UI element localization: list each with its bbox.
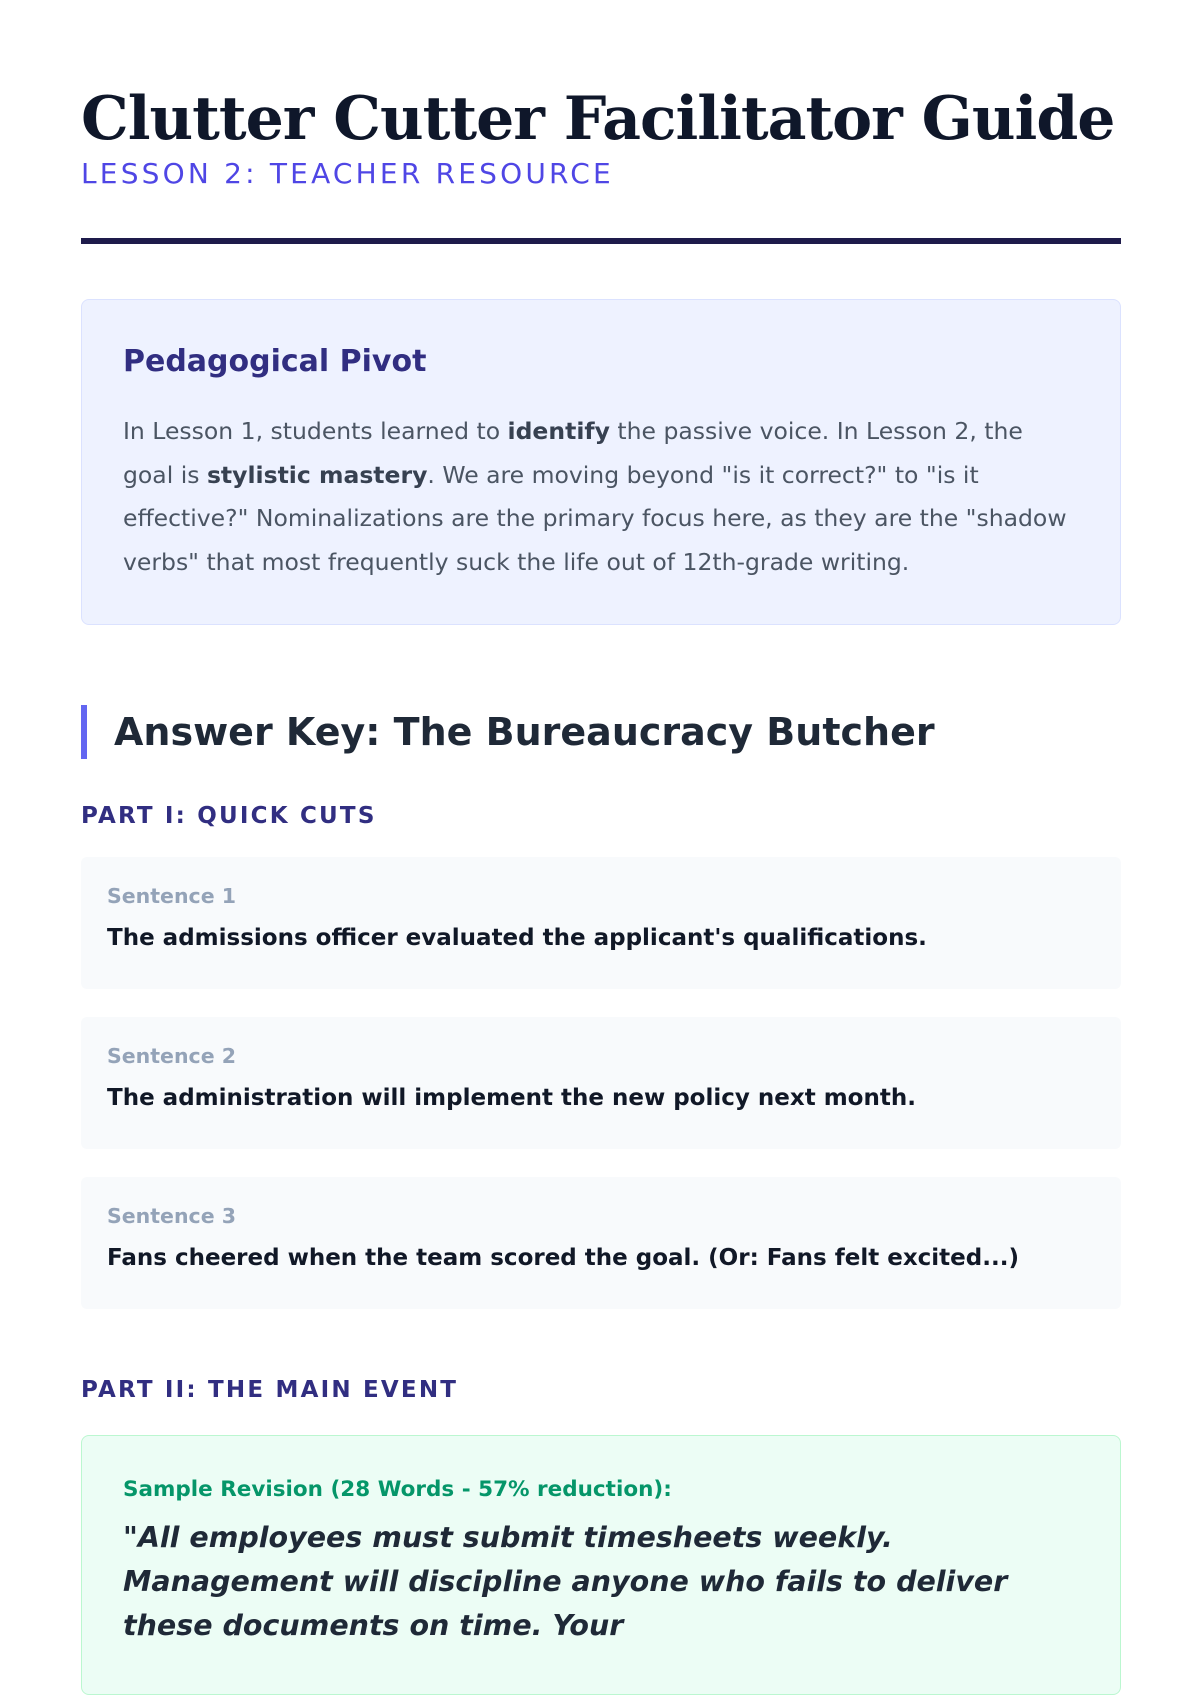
revision-text: "All employees must submit timesheets weekly. Management will discipline anyone who fails to deliver these documents on time. Your [123, 1521, 1008, 1642]
sentence-card-3 [81, 1177, 1121, 1309]
sentence-label: Sentence 2 [107, 1044, 237, 1068]
sentence-label: Sentence 3 [107, 1204, 237, 1228]
pivot-text-part-3: . We are moving beyond "is it correct?" to "is it effective?" Nominalizations are the primary focus here, as they are the "shadow verbs" that most frequently suck the life out of 12th-grade writing. [123, 460, 1067, 576]
sample-revision-box [81, 1435, 1121, 1695]
sentence-list [81, 857, 1119, 1309]
sentence-card-2 [81, 1017, 1121, 1149]
revision-label: Sample Revision (28 Words - 57% reduction): [123, 1477, 672, 1502]
sentence-answer: The admissions officer evaluated the applicant's qualifications. [107, 925, 927, 951]
pivot-text-part-2: the passive voice. In Lesson 2, the goal is [123, 417, 1023, 489]
answer-key-heading: Answer Key: The Bureaucracy Butcher [81, 705, 1119, 759]
pivot-paragraph [123, 410, 1080, 584]
pivot-bold-identify: identify [507, 417, 610, 445]
pedagogical-pivot-callout [81, 299, 1121, 625]
page-title: Clutter Cutter Facilitator Guide [81, 84, 1115, 154]
sentence-label: Sentence 1 [107, 884, 237, 908]
part-1-label: PART I: QUICK CUTS [81, 803, 377, 829]
part-2-label: PART II: THE MAIN EVENT [81, 1377, 459, 1403]
pivot-text-part-1: In Lesson 1, students learned to [123, 417, 508, 445]
page-subtitle: LESSON 2: TEACHER RESOURCE [81, 157, 614, 190]
pivot-heading: Pedagogical Pivot [123, 344, 427, 379]
sentence-answer: The administration will implement the new policy next month. [107, 1085, 916, 1111]
pivot-bold-stylistic-mastery: stylistic mastery [206, 460, 428, 489]
header-divider [81, 238, 1121, 244]
sentence-card-1 [81, 857, 1121, 989]
sentence-answer: Fans cheered when the team scored the goal. (Or: Fans felt excited...) [107, 1245, 1019, 1271]
